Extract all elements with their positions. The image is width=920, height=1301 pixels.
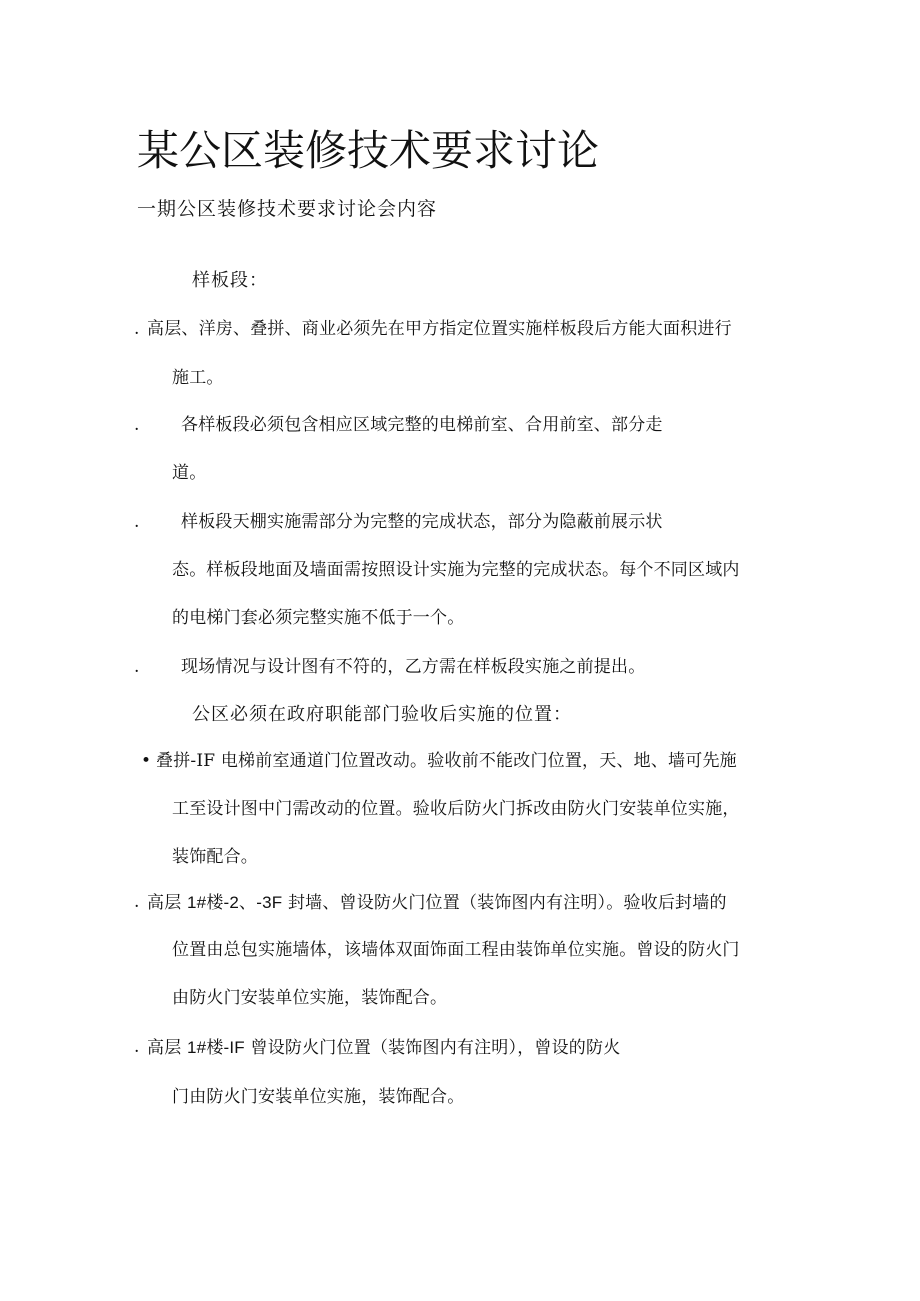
list-item-text-part: 高层 (147, 893, 188, 913)
list-item-text: 样板段天棚实施需部分为完整的完成状态，部分为隐蔽前展示状 (181, 512, 663, 532)
list-bullet: . (134, 512, 140, 532)
section-heading-sample: 样板段： (192, 270, 268, 291)
list-bullet: . (134, 319, 140, 339)
list-item-text: 高层、洋房、叠拼、商业必须先在甲方指定位置实施样板段后方能大面积进行 (147, 319, 732, 339)
document-title: 某公区装修技术要求讨论 (137, 126, 600, 175)
list-item-text-part: 1#楼-IF (187, 1038, 245, 1057)
list-item-text: 叠拼-IF 电梯前室通道门位置改动。验收前不能改门位置，天、地、墙可先施 (156, 751, 737, 771)
list-item-text: 门由防火门安装单位实施，装饰配合。 (172, 1087, 465, 1107)
list-bullet: . (134, 657, 140, 677)
list-item-text-part: 1#楼-2、-3F (187, 893, 283, 912)
list-bullet: . (134, 415, 140, 435)
section-heading-after-acceptance: 公区必须在政府职能部门验收后实施的位置： (192, 704, 572, 725)
list-item-text-part: 曾设防火门位置（装饰图内有注明），曾设的防火 (244, 1038, 621, 1058)
list-item-text-part: 封墙、曾设防火门位置（装饰图内有注明）。验收后封墙的 (282, 893, 727, 913)
list-item-text: 装饰配合。 (172, 847, 258, 867)
list-bullet: . (134, 892, 140, 912)
list-item-text: 位置由总包实施墙体，该墙体双面饰面工程由装饰单位实施。曾设的防火门 (172, 940, 740, 960)
list-item-text: 现场情况与设计图有不符的，乙方需在样板段实施之前提出。 (181, 657, 646, 677)
list-item-text: 的电梯门套必须完整实施不低于一个。 (172, 608, 465, 628)
list-item-text: 施工。 (172, 368, 224, 388)
list-item-text-part: 高层 (147, 1038, 188, 1058)
list-item-text: 工至设计图中门需改动的位置。验收后防火门拆改由防火门安装单位实施， (172, 799, 740, 819)
list-item-text (147, 894, 727, 912)
list-item-text: 由防火门安装单位实施，装饰配合。 (172, 988, 448, 1008)
list-item-text: 态。样板段地面及墙面需按照设计实施为完整的完成状态。每个不同区域内 (172, 560, 740, 580)
list-bullet: • (141, 751, 152, 771)
list-bullet: . (134, 1037, 140, 1057)
list-item-text (147, 1039, 620, 1057)
list-item-text: 各样板段必须包含相应区域完整的电梯前室、合用前室、部分走 (181, 415, 663, 435)
document-subtitle: 一期公区装修技术要求讨论会内容 (137, 198, 438, 220)
list-item-text: 道。 (172, 463, 207, 483)
